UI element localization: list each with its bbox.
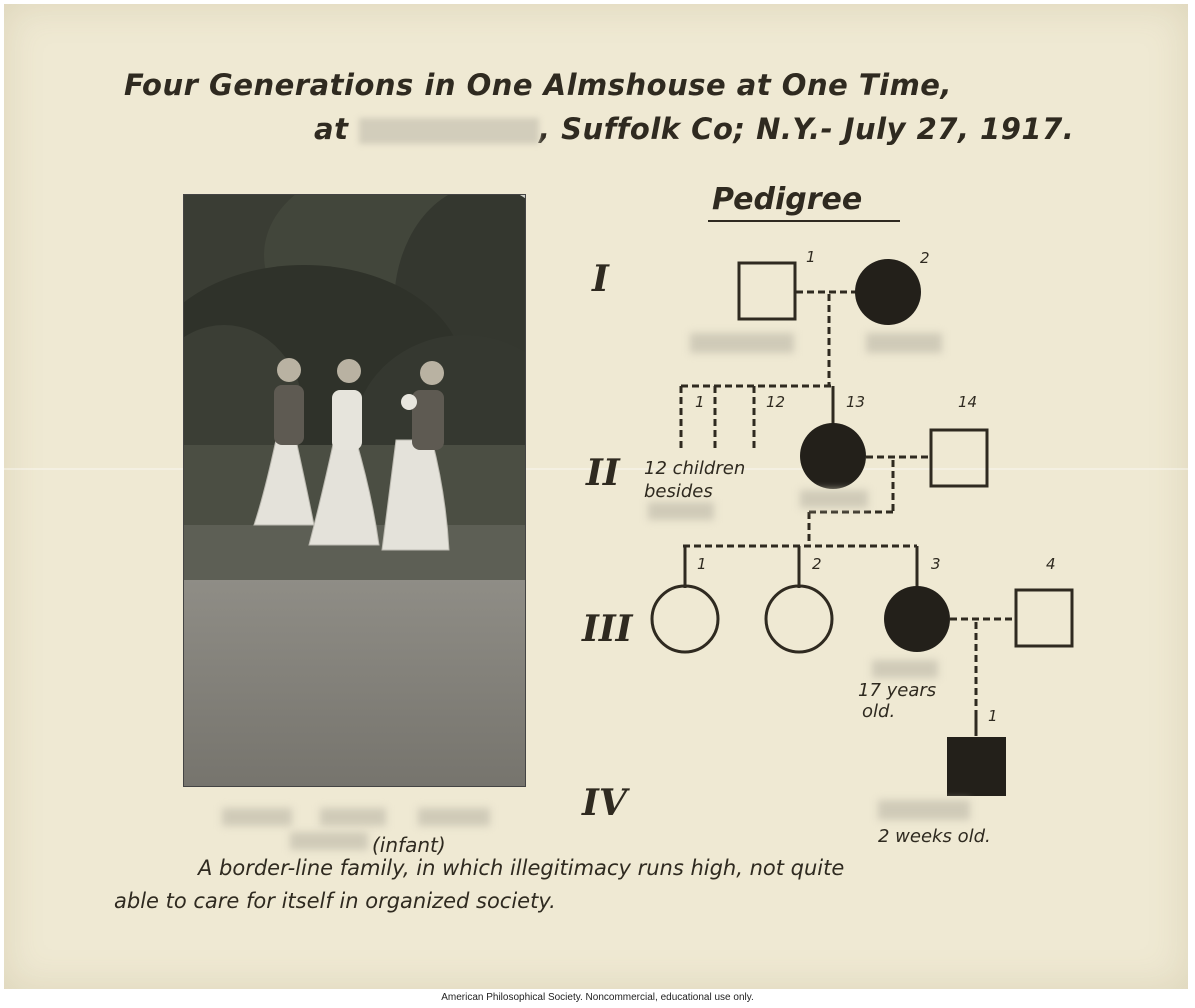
age-note-iii3-line1: 17 years: [858, 680, 937, 701]
age-note-iv1: 2 weeks old.: [878, 826, 991, 847]
subtitle-suffix: , Suffolk Co; N.Y.- July 27, 1917.: [539, 112, 1075, 146]
generation-label-4: IV: [582, 782, 627, 824]
credit-line: American Philosophical Society. Noncommercial, educational use only.: [441, 992, 754, 1003]
female-i2-affected-symbol: [855, 259, 921, 325]
redacted-name-sibs: [648, 502, 714, 520]
female-iii2-symbol: [766, 586, 832, 652]
male-ii14-symbol: [931, 430, 987, 486]
female-iii1-symbol: [652, 586, 718, 652]
generation-label-2: II: [586, 452, 620, 494]
redacted-name-iii3: [872, 660, 938, 678]
number-iv1: 1: [988, 707, 998, 725]
number-iii2: 2: [812, 555, 822, 573]
siblings-note-line1: 12 children: [644, 458, 746, 479]
number-i2: 2: [920, 249, 930, 267]
female-iii3-affected-symbol: [884, 586, 950, 652]
pedigree-heading: Pedigree: [712, 182, 863, 217]
male-iv1-affected-symbol: [947, 737, 1006, 796]
number-ii14: 14: [958, 393, 978, 411]
generation-label-1: I: [592, 258, 609, 300]
caption-line2: able to care for itself in organized society.: [114, 889, 556, 913]
female-ii13-affected-symbol: [800, 423, 866, 489]
male-iii4-symbol: [1016, 590, 1072, 646]
redacted-name-ii13: [800, 490, 868, 508]
siblings-note-line2: besides: [644, 481, 713, 502]
number-iii4: 4: [1046, 555, 1056, 573]
redacted-name-iv1: [878, 800, 970, 820]
number-ii12: 12: [766, 393, 786, 411]
number-i1: 1: [806, 248, 816, 266]
number-iii3: 3: [931, 555, 941, 573]
subtitle-prefix: at: [314, 112, 349, 146]
age-note-iii3-line2: old.: [862, 701, 896, 722]
caption-line1: A border-line family, in which illegitimacy runs high, not quite: [198, 856, 845, 880]
generation-label-3: III: [582, 608, 633, 650]
redacted-name-i1: [690, 333, 794, 353]
infant-label: (infant): [372, 833, 446, 857]
number-iii1: 1: [697, 555, 707, 573]
male-i1-symbol: [739, 263, 795, 319]
number-ii1: 1: [695, 393, 705, 411]
number-ii13: 13: [846, 393, 866, 411]
redacted-name-i2: [866, 333, 942, 353]
document-title: Four Generations in One Almshouse at One Time,: [124, 68, 952, 102]
